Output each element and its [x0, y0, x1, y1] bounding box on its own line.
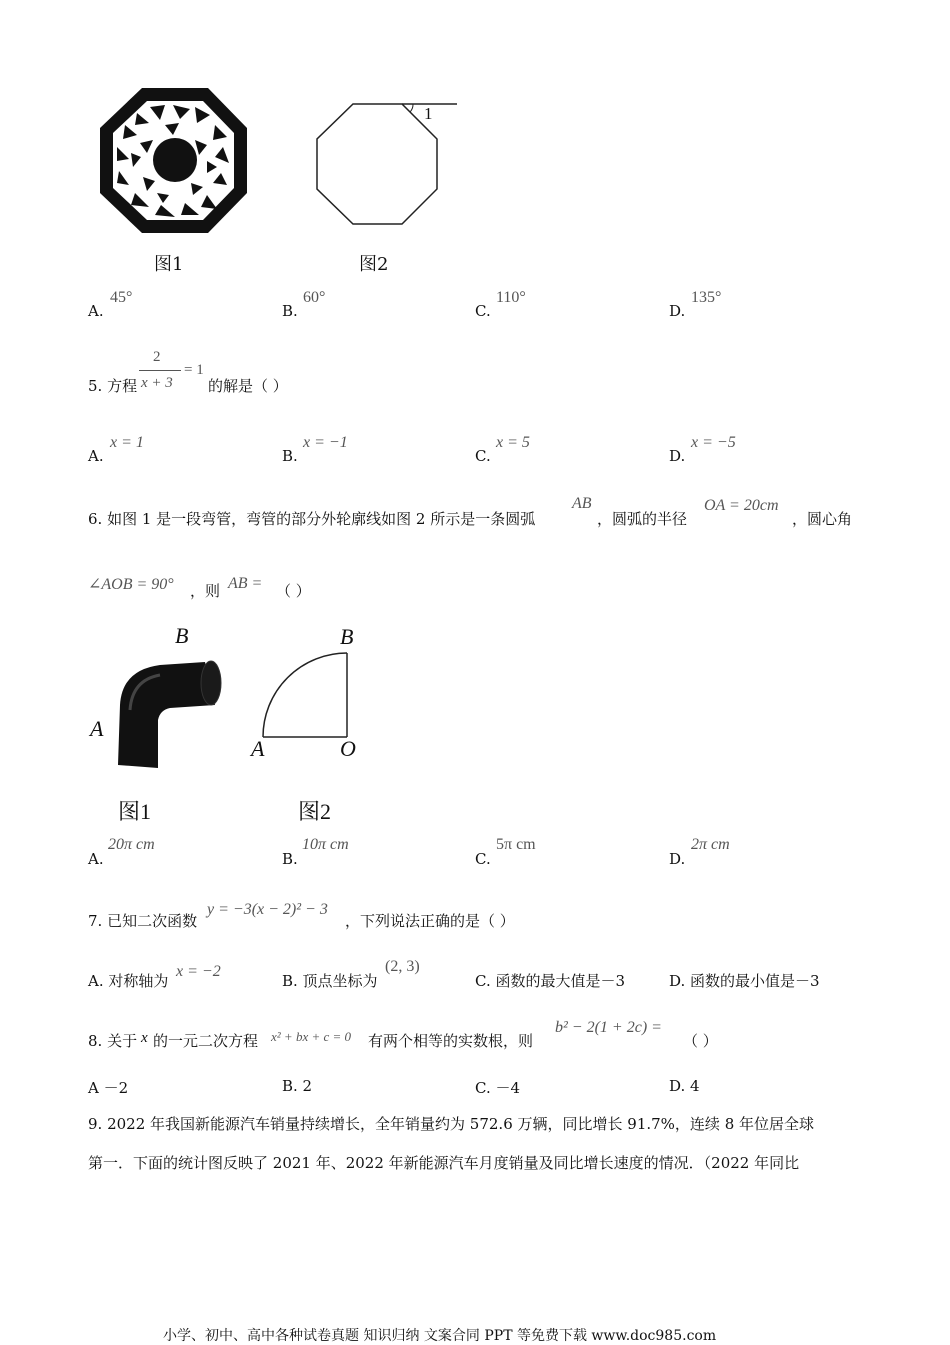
octagon-diagram	[305, 95, 465, 235]
q4-option-b-letter[interactable]: B.	[282, 302, 298, 320]
q5-option-c-letter[interactable]: C.	[475, 447, 491, 465]
q5-option-b-letter[interactable]: B.	[282, 447, 298, 465]
q6-option-c-value: 5π cm	[496, 836, 536, 853]
q6-line2-mid: ，则	[190, 582, 221, 600]
q4-option-c-value: 110°	[496, 289, 526, 306]
q4-option-d-letter[interactable]: D.	[669, 302, 686, 320]
q7-option-b-math: (2, 3)	[385, 958, 420, 975]
octagon-window-image	[95, 85, 255, 240]
fig1-point-b: B	[175, 623, 189, 648]
q4-option-a-letter[interactable]: A.	[88, 302, 104, 320]
q6-figure-2-caption: 图2	[298, 799, 332, 824]
q4-option-c-letter[interactable]: C.	[475, 302, 491, 320]
angle-1-label: 1	[424, 104, 433, 123]
fig1-point-a: A	[90, 716, 104, 741]
q6-option-d-letter[interactable]: D.	[669, 850, 686, 868]
figure-1-caption: 图1	[154, 254, 184, 275]
q6-line1-end: ，圆心角	[792, 510, 853, 528]
q6-option-a-value: 20π cm	[108, 836, 155, 853]
q6-option-b-value: 10π cm	[302, 836, 349, 853]
q5-option-d-letter[interactable]: D.	[669, 447, 686, 465]
q7-suffix: ，下列说法正确的是（ ）	[345, 912, 515, 930]
q5-option-a-letter[interactable]: A.	[88, 447, 104, 465]
q7-function: y = −3(x − 2)² − 3	[207, 901, 328, 918]
q6-radius: OA = 20cm	[704, 497, 779, 514]
bent-pipe-image	[110, 650, 230, 780]
q6-option-b-letter[interactable]: B.	[282, 850, 298, 868]
q4-option-d-value: 135°	[691, 289, 722, 306]
q7-option-b[interactable]: B. 顶点坐标为	[282, 972, 378, 990]
q7-option-a[interactable]: A. 对称轴为	[88, 972, 169, 990]
q8-option-b[interactable]: B. 2	[282, 1077, 313, 1095]
q8-mid: 的一元二次方程	[153, 1032, 259, 1050]
q5-prefix: 5. 方程	[88, 377, 138, 395]
q5-frac-numerator: 2	[153, 349, 161, 365]
q5-fraction-bar	[139, 370, 181, 371]
q6-line1-mid: ，圆弧的半径	[597, 510, 688, 528]
q4-option-a-value: 45°	[110, 289, 133, 306]
q8-prefix: 8. 关于	[88, 1032, 138, 1050]
q5-option-c-value: x = 5	[496, 434, 530, 451]
fig2-point-o: O	[340, 736, 356, 761]
q8-option-a[interactable]: A －2	[88, 1079, 129, 1097]
q6-figure-1-caption: 图1	[118, 799, 152, 824]
q8-option-d[interactable]: D. 4	[669, 1077, 700, 1095]
q6-line2-arc: AB =	[228, 575, 263, 592]
q7-option-d[interactable]: D. 函数的最小值是－3	[669, 972, 820, 990]
fig2-point-a: A	[251, 736, 265, 761]
q9-line-2: 第一．下面的统计图反映了 2021 年、2022 年新能源汽车月度销量及同比增长速度的情况．（2022 年同比	[88, 1154, 800, 1172]
q5-option-d-value: x = −5	[691, 434, 736, 451]
q5-option-b-value: x = −1	[303, 434, 348, 451]
q8-var: x	[141, 1030, 148, 1046]
q8-option-c[interactable]: C. －4	[475, 1079, 521, 1097]
q6-angle: ∠AOB = 90°	[88, 576, 174, 593]
q7-option-c[interactable]: C. 函数的最大值是－3	[475, 972, 626, 990]
q6-line1-text: 6. 如图 1 是一段弯管，弯管的部分外轮廓线如图 2 所示是一条圆弧	[88, 510, 536, 528]
q6-option-a-letter[interactable]: A.	[88, 850, 104, 868]
q4-option-b-value: 60°	[303, 289, 326, 306]
q8-expression: b² − 2(1 + 2c) =	[555, 1019, 662, 1036]
fig2-point-b: B	[340, 624, 354, 649]
q6-arc-ab: AB	[572, 495, 592, 512]
q9-line-1: 9. 2022 年我国新能源汽车销量持续增长，全年销量约为 572.6 万辆，同比增长 91.7%，连续 8 年位居全球	[88, 1115, 815, 1133]
q5-eq-rhs: = 1	[184, 362, 204, 378]
q8-mid2: 有两个相等的实数根，则	[368, 1032, 534, 1050]
q6-option-c-letter[interactable]: C.	[475, 850, 491, 868]
q7-option-a-math: x = −2	[176, 963, 221, 980]
q6-line2-end: （ ）	[276, 582, 311, 600]
q5-suffix: 的解是（ ）	[208, 377, 288, 395]
q8-equation: x² + bx + c = 0	[271, 1029, 352, 1044]
q5-option-a-value: x = 1	[110, 434, 144, 451]
q5-frac-denominator: x + 3	[141, 375, 173, 391]
q7-prefix: 7. 已知二次函数	[88, 912, 198, 930]
page-footer: 小学、初中、高中各种试卷真题 知识归纳 文案合同 PPT 等免费下载 www.doc985.com	[163, 1328, 717, 1344]
q8-suffix: （ ）	[683, 1032, 718, 1050]
figure-2-caption: 图2	[359, 254, 389, 275]
quarter-circle-diagram	[255, 645, 365, 745]
q6-option-d-value: 2π cm	[691, 836, 730, 853]
